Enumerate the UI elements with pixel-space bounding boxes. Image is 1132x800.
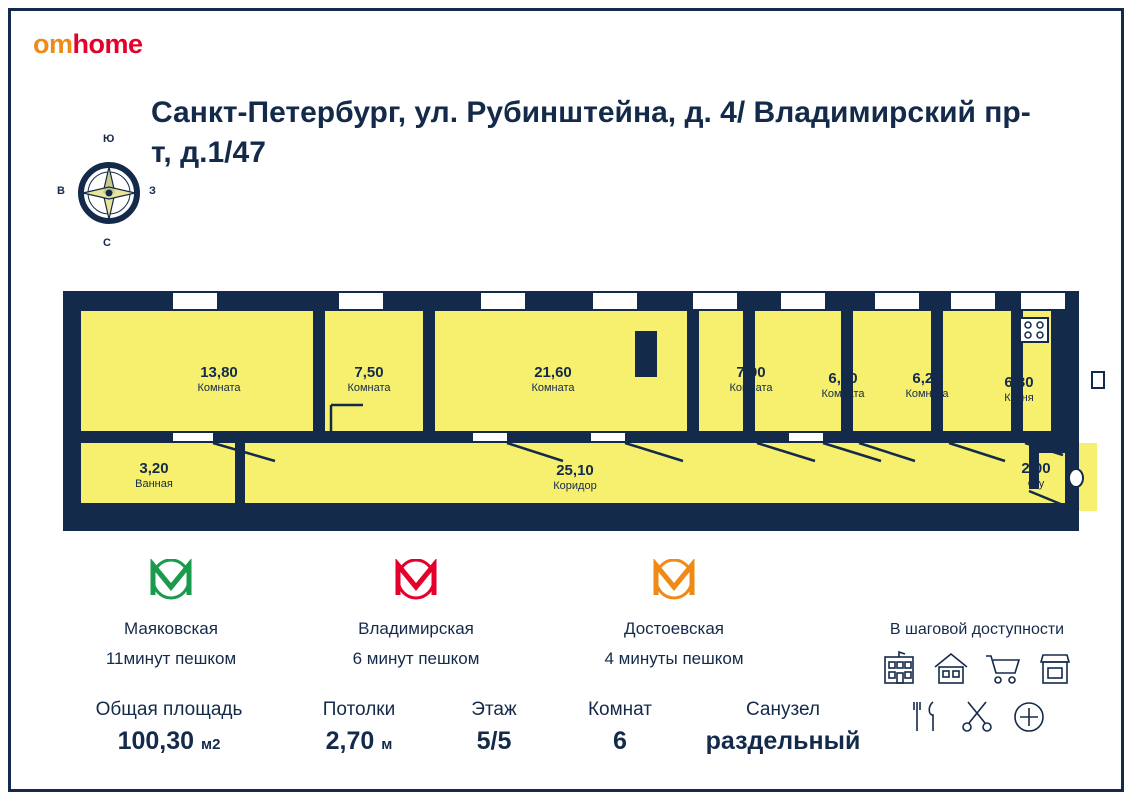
room-area: 21,60 [534, 364, 572, 381]
metro-walk-time: 4 минуты пешком [604, 649, 744, 668]
room-area: 6,20 [912, 370, 942, 387]
restaurant-icon [904, 697, 946, 735]
summary-value-number: раздельный [705, 727, 861, 755]
room-area: 3,20 [139, 460, 169, 477]
room-name: Комната [905, 387, 949, 400]
summary-key: Потолки [322, 699, 396, 720]
plan-ventilation-shaft [635, 331, 657, 377]
summary-row [11, 699, 891, 779]
summary-rooms [549, 699, 691, 756]
page-frame [8, 8, 1124, 792]
compass-icon [57, 133, 161, 253]
room-name: С/у [1027, 477, 1045, 490]
shop-icon [1034, 649, 1076, 687]
compass-rose [57, 133, 161, 253]
scissors-icon [956, 697, 998, 735]
brand-logo-part1: om [33, 29, 73, 59]
room-name: Комната [197, 381, 241, 394]
room-name: Комната [821, 387, 865, 400]
room-label [993, 461, 1079, 490]
metro-m-icon [41, 559, 301, 607]
plan-window [781, 291, 825, 311]
summary-ceiling [279, 699, 439, 756]
compass-label-west: В [57, 185, 65, 197]
plan-window [875, 291, 919, 311]
summary-key: Комнат [587, 699, 653, 720]
metro-stations [11, 559, 831, 679]
metro-station [544, 559, 804, 669]
summary-value [431, 727, 557, 756]
summary-key: Этаж [471, 699, 517, 720]
plan-doorway [789, 431, 823, 443]
plan-bathroom-partition [235, 443, 245, 503]
room-label [973, 375, 1065, 404]
metro-station [41, 559, 301, 669]
room-area: 25,10 [556, 462, 594, 479]
plan-doorway [473, 431, 507, 443]
room-name: Комната [347, 381, 391, 394]
room-name: Ванная [135, 477, 173, 490]
plan-window [339, 291, 383, 311]
compass-label-north: Ю [103, 133, 115, 145]
summary-value-number: 100,30 [117, 727, 195, 755]
room-label [315, 365, 423, 394]
plan-window [951, 291, 995, 311]
plan-window [1021, 291, 1065, 311]
plan-window [693, 291, 737, 311]
summary-key: Общая площадь [95, 699, 243, 720]
metro-walk-time: 11минут пешком [105, 649, 237, 668]
metro-station-name: Владимирская [358, 619, 474, 638]
plan-bottom-wall [81, 503, 1063, 523]
plan-doorway [173, 431, 213, 443]
summary-key: Санузел [745, 699, 820, 720]
summary-value-number: 2,70 [325, 727, 375, 755]
room-label [99, 461, 209, 490]
summary-total-area [59, 699, 279, 756]
room-area: 7,50 [354, 364, 384, 381]
plan-doorway [591, 431, 625, 443]
summary-floor [431, 699, 557, 756]
metro-station [286, 559, 546, 669]
room-area: 2,00 [1021, 460, 1051, 477]
school-icon [878, 649, 920, 687]
summary-value-unit: м [381, 736, 393, 753]
plan-window [481, 291, 525, 311]
compass-label-east: З [149, 185, 156, 197]
room-label [875, 371, 979, 400]
room-name: Комната [531, 381, 575, 394]
brand-logo-part2: home [72, 29, 143, 59]
summary-value-unit: м2 [200, 736, 221, 753]
summary-value [59, 727, 279, 756]
room-name: Комната [729, 381, 773, 394]
page-title: Санкт-Петербург, ул. Рубинштейна, д. 4/ Владимирский пр-т, д.1/47 [151, 96, 1031, 169]
metro-station-name: Маяковская [124, 619, 218, 638]
summary-value [549, 727, 691, 756]
metro-m-icon [544, 559, 804, 607]
room-area: 6,30 [1004, 374, 1034, 391]
plan-corridor-wall [81, 431, 1063, 443]
plan-window [593, 291, 637, 311]
pharmacy-icon [1008, 697, 1050, 735]
house-icon [930, 649, 972, 687]
summary-value-number: 5/5 [476, 727, 512, 755]
walk-access-block [847, 621, 1107, 735]
compass-label-south: С [103, 237, 111, 249]
metro-station-name: Достоевская [624, 619, 724, 638]
floor-plan [63, 283, 1079, 531]
walk-access-icons [872, 649, 1082, 735]
room-area: 6,70 [828, 370, 858, 387]
walk-access-heading: В шаговой доступности [889, 621, 1065, 638]
plan-wc-partition-top [1029, 443, 1065, 453]
room-label [159, 365, 279, 394]
sink-icon [1091, 371, 1105, 389]
room-area: 13,80 [200, 364, 238, 381]
plan-window [173, 291, 217, 311]
metro-m-icon [286, 559, 546, 607]
room-area: 7,90 [736, 364, 766, 381]
room-label [493, 365, 613, 394]
summary-value [279, 727, 439, 756]
plan-partition-2 [423, 311, 435, 431]
room-name: Кухня [1004, 391, 1034, 404]
metro-walk-time: 6 минут пешком [352, 649, 480, 668]
stove-icon [1019, 317, 1049, 343]
summary-value-number: 6 [613, 727, 627, 755]
room-label [515, 463, 635, 492]
brand-logo [33, 29, 143, 60]
room-name: Коридор [553, 479, 597, 492]
shopping-cart-icon [982, 649, 1024, 687]
